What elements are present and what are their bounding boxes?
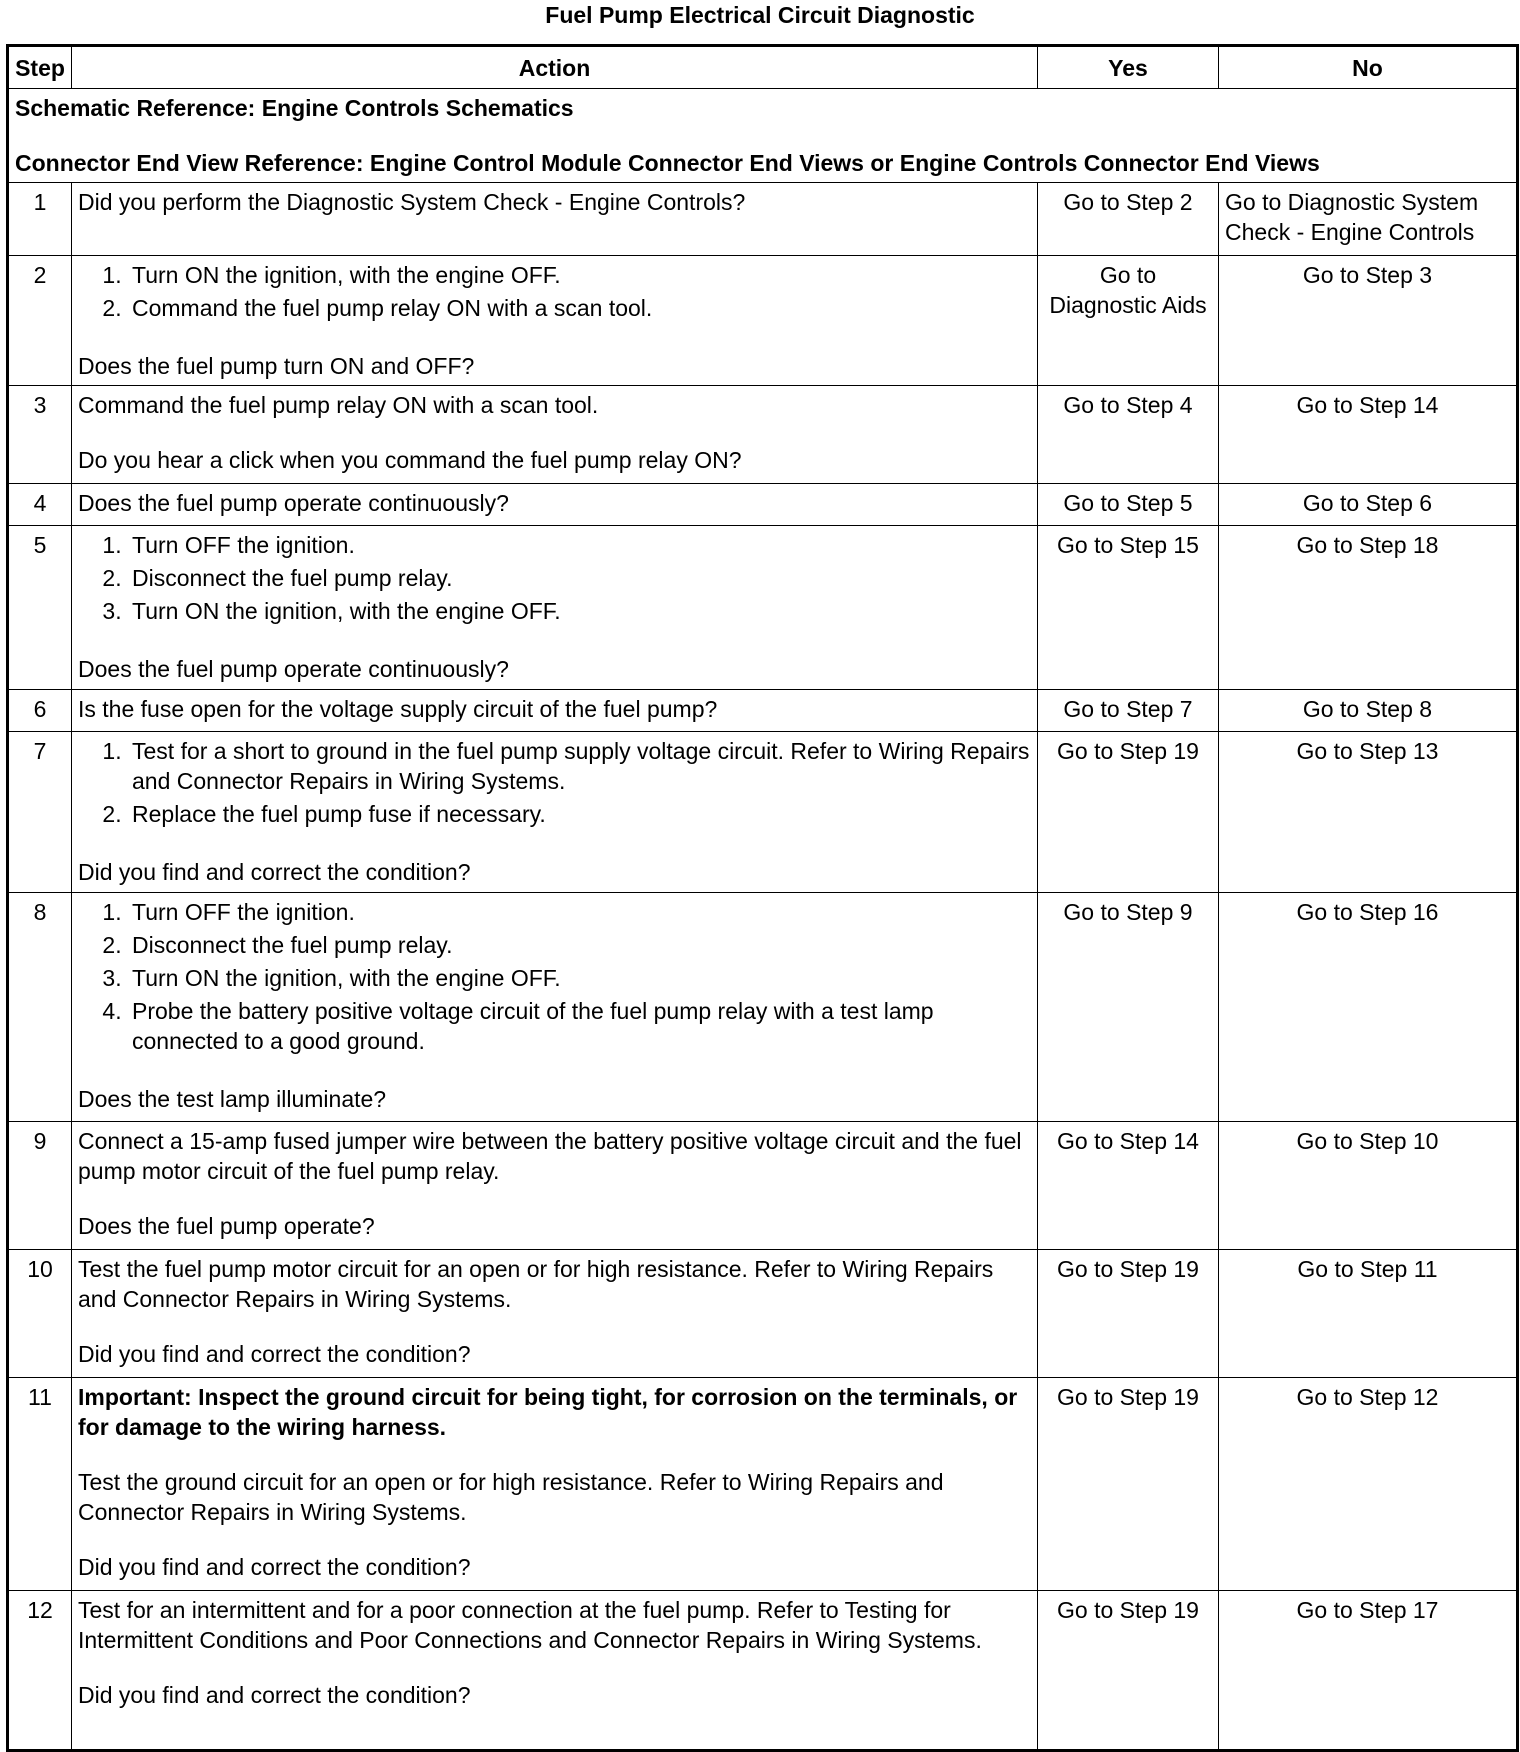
action-step-item: 2. Disconnect the fuel pump relay.: [128, 930, 1031, 960]
action-text: Test the fuel pump motor circuit for an open or for high resistance. Refer to Wiring Repairs and Connector Repairs in Wiring Systems.: [78, 1256, 994, 1312]
action-text: Test for an intermittent and for a poor connection at the fuel pump. Refer to Testing for Intermittent Conditions and Poor Connections and Connector Repairs in Wiring Systems.: [78, 1597, 982, 1653]
table-row: [8, 1122, 1518, 1250]
header-row: [8, 46, 1518, 89]
action-step-item: 2. Replace the fuel pump fuse if necessary.: [128, 799, 1031, 829]
yes-result: Go to Step 19: [1038, 732, 1219, 893]
no-result: Go to Step 17: [1219, 1591, 1518, 1751]
action-question: Does the fuel pump operate?: [78, 1213, 375, 1239]
action-step-item: 1. Test for a short to ground in the fuel pump supply voltage circuit. Refer to Wiring Repairs and Connector Repairs in Wiring Systems.: [128, 736, 1031, 796]
table-row: [8, 256, 1518, 386]
table-row: [8, 183, 1518, 256]
action-steps-list: [78, 897, 1031, 1056]
action-question: Do you hear a click when you command the fuel pump relay ON?: [78, 447, 742, 473]
action-step-item: 2. Disconnect the fuel pump relay.: [128, 563, 1031, 593]
action-cell: [72, 893, 1038, 1122]
action-question: Is the fuse open for the voltage supply circuit of the fuel pump?: [78, 696, 718, 722]
action-question: Does the fuel pump turn ON and OFF?: [78, 353, 475, 379]
yes-result: Go to Step 4: [1038, 386, 1219, 484]
yes-result: Go to Step 19: [1038, 1591, 1219, 1751]
action-cell: [72, 386, 1038, 484]
no-result: Go to Step 6: [1219, 484, 1518, 526]
no-result: Go to Diagnostic System Check - Engine Controls: [1219, 183, 1518, 256]
action-question: Did you find and correct the condition?: [78, 859, 471, 885]
table-row: [8, 484, 1518, 526]
action-text: Command the fuel pump relay ON with a scan tool.: [78, 392, 599, 418]
action-steps-list: [78, 260, 1031, 323]
no-result: Go to Step 16: [1219, 893, 1518, 1122]
action-step-item: 1. Turn OFF the ignition.: [128, 897, 1031, 927]
action-cell: [72, 484, 1038, 526]
step-number: 8: [8, 893, 72, 1122]
action-cell: [72, 1250, 1038, 1378]
reference-cell: [8, 89, 1518, 183]
action-cell: [72, 1591, 1038, 1751]
step-number: 5: [8, 526, 72, 690]
action-cell: [72, 1122, 1038, 1250]
action-text: Connect a 15-amp fused jumper wire between the battery positive voltage circuit and the fuel pump motor circuit of the fuel pump relay.: [78, 1128, 1022, 1184]
no-result: Go to Step 13: [1219, 732, 1518, 893]
connector-reference: Connector End View Reference: Engine Control Module Connector End Views or Engine Controls Connector End Views: [15, 150, 1320, 176]
no-result: Go to Step 12: [1219, 1378, 1518, 1591]
action-cell: [72, 732, 1038, 893]
step-number: 3: [8, 386, 72, 484]
yes-column-header: Yes: [1038, 46, 1219, 89]
action-step-item: 1. Turn ON the ignition, with the engine OFF.: [128, 260, 1031, 290]
action-step-item: 4. Probe the battery positive voltage circuit of the fuel pump relay with a test lamp connected to a good ground.: [128, 996, 1031, 1056]
no-result: Go to Step 3: [1219, 256, 1518, 386]
table-row: [8, 526, 1518, 690]
action-text: Test the ground circuit for an open or for high resistance. Refer to Wiring Repairs and Connector Repairs in Wiring Systems.: [78, 1469, 944, 1525]
step-number: 6: [8, 690, 72, 732]
step-number: 11: [8, 1378, 72, 1591]
reference-row: [8, 89, 1518, 183]
action-question: Does the test lamp illuminate?: [78, 1086, 387, 1112]
table-row: [8, 1378, 1518, 1591]
action-question: Does the fuel pump operate continuously?: [78, 656, 509, 682]
step-number: 10: [8, 1250, 72, 1378]
yes-result: Go to Step 9: [1038, 893, 1219, 1122]
diagnostic-table: [6, 44, 1519, 1752]
yes-result: Go to Step 15: [1038, 526, 1219, 690]
action-step-item: 2. Command the fuel pump relay ON with a scan tool.: [128, 293, 1031, 323]
action-question: Did you find and correct the condition?: [78, 1341, 471, 1367]
step-number: 2: [8, 256, 72, 386]
important-note: Important: Inspect the ground circuit for being tight, for corrosion on the terminals, or for damage to the wiring harness.: [78, 1384, 1018, 1440]
yes-result: Go to Step 2: [1038, 183, 1219, 256]
action-cell: [72, 690, 1038, 732]
schematic-reference: Schematic Reference: Engine Controls Schematics: [15, 95, 574, 121]
step-number: 7: [8, 732, 72, 893]
yes-result: Go to Diagnostic Aids: [1038, 256, 1219, 386]
document-title: Fuel Pump Electrical Circuit Diagnostic: [545, 2, 975, 28]
action-question: Did you perform the Diagnostic System Check - Engine Controls?: [78, 189, 746, 215]
action-steps-list: [78, 736, 1031, 829]
yes-result: Go to Step 7: [1038, 690, 1219, 732]
yes-result: Go to Step 5: [1038, 484, 1219, 526]
table-row: [8, 1250, 1518, 1378]
no-result: Go to Step 11: [1219, 1250, 1518, 1378]
no-result: Go to Step 8: [1219, 690, 1518, 732]
no-result: Go to Step 14: [1219, 386, 1518, 484]
step-number: 1: [8, 183, 72, 256]
yes-result: Go to Step 19: [1038, 1378, 1219, 1591]
table-row: [8, 893, 1518, 1122]
step-column-header: Step: [8, 46, 72, 89]
action-step-item: 3. Turn ON the ignition, with the engine OFF.: [128, 963, 1031, 993]
yes-result: Go to Step 14: [1038, 1122, 1219, 1250]
step-number: 9: [8, 1122, 72, 1250]
action-column-header: Action: [72, 46, 1038, 89]
action-step-item: 1. Turn OFF the ignition.: [128, 530, 1031, 560]
action-cell: [72, 183, 1038, 256]
action-step-item: 3. Turn ON the ignition, with the engine OFF.: [128, 596, 1031, 626]
step-number: 12: [8, 1591, 72, 1751]
action-question: Did you find and correct the condition?: [78, 1682, 471, 1708]
no-result: Go to Step 18: [1219, 526, 1518, 690]
action-cell: [72, 526, 1038, 690]
no-column-header: No: [1219, 46, 1518, 89]
table-row: [8, 690, 1518, 732]
yes-result: Go to Step 19: [1038, 1250, 1219, 1378]
action-cell: [72, 256, 1038, 386]
table-row: [8, 732, 1518, 893]
step-number: 4: [8, 484, 72, 526]
action-cell: [72, 1378, 1038, 1591]
table-row: [8, 1591, 1518, 1751]
action-steps-list: [78, 530, 1031, 626]
action-question: Does the fuel pump operate continuously?: [78, 490, 509, 516]
no-result: Go to Step 10: [1219, 1122, 1518, 1250]
table-row: [8, 386, 1518, 484]
action-question: Did you find and correct the condition?: [78, 1554, 471, 1580]
